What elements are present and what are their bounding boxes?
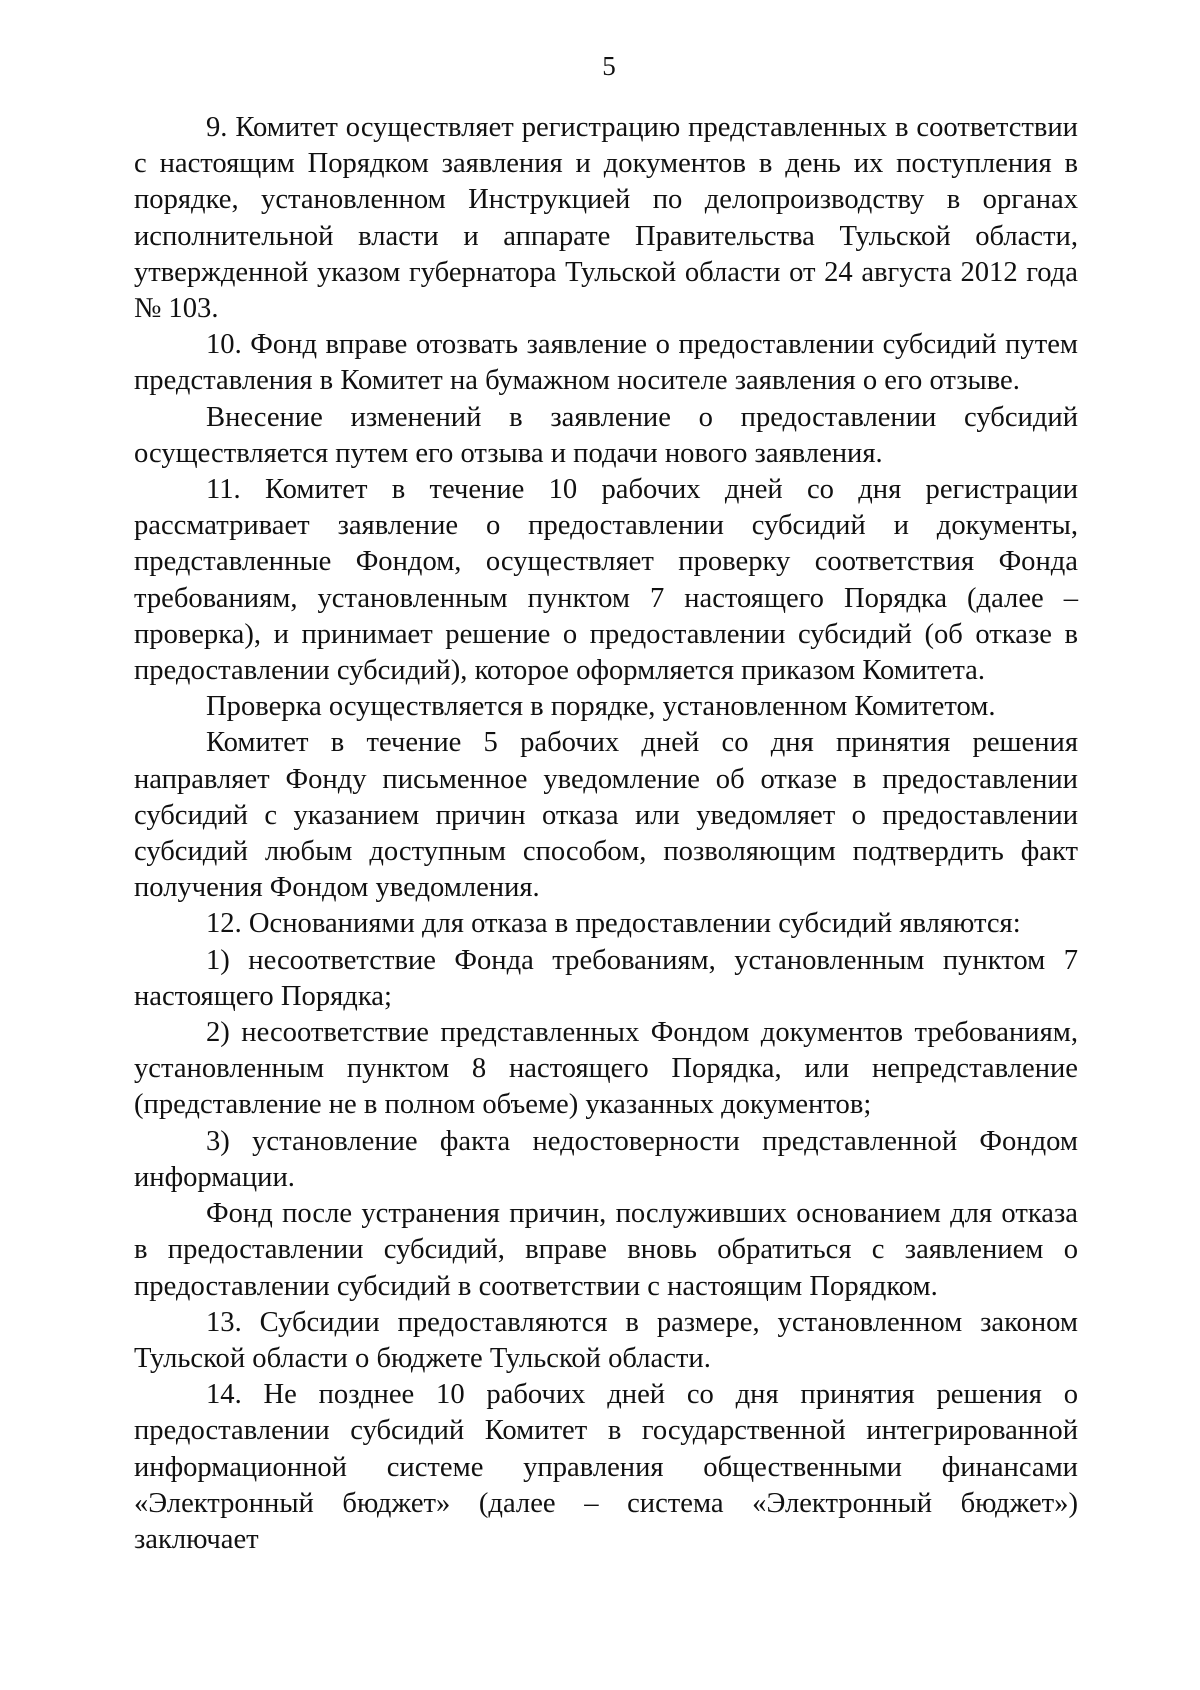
paragraph-10-changes: Внесение изменений в заявление о предоставлении субсидий осуществляется путем его отзыва и подачи нового заявления. bbox=[134, 401, 1078, 469]
paragraph-12: 12. Основаниями для отказа в предоставлении субсидий являются: bbox=[206, 908, 1021, 940]
paragraph-13: 13. Субсидии предоставляются в размере, установленном законом Тульской области о бюджете Тульской области. bbox=[134, 1306, 1078, 1374]
paragraph-12-item-1: 1) несоответствие Фонда требованиям, установленным пунктом 7 настоящего Порядка; bbox=[134, 944, 1078, 1012]
paragraph-10: 10. Фонд вправе отозвать заявление о предоставлении субсидий путем представления в Комитет на бумажном носителе заявления о его отзыве. bbox=[134, 329, 1078, 397]
paragraph-14: 14. Не позднее 10 рабочих дней со дня принятия решения о предоставлении субсидий Комитет в государственной интегрированной информационной системе управления общественными финансами «Электронный бюджет» (далее – система «Электронный бюджет») заключает bbox=[134, 1379, 1078, 1555]
paragraph-12-item-3: 3) установление факта недостоверности представленной Фондом информации. bbox=[134, 1125, 1078, 1193]
paragraph-11-check: Проверка осуществляется в порядке, установленном Комитетом. bbox=[206, 691, 996, 723]
page-number: 5 bbox=[602, 51, 616, 81]
paragraph-12-reapply: Фонд после устранения причин, послуживших основанием для отказа в предоставлении субсидий, вправе вновь обратиться с заявлением о предоставлении субсидий в соответствии с настоящим Порядком. bbox=[134, 1198, 1078, 1302]
document-body bbox=[134, 110, 1078, 1558]
paragraph-9: 9. Комитет осуществляет регистрацию представленных в соответствии с настоящим Порядком заявления и документов в день их поступления в порядке, установленном Инструкцией по делопроизводству в органах исполнительной власти и аппарате Правительства Тульской области, утвержденной указом губернатора Тульской области от 24 августа 2012 года № 103. bbox=[134, 112, 1078, 325]
paragraph-12-item-2: 2) несоответствие представленных Фондом документов требованиям, установленным пунктом 8 настоящего Порядка, или непредставление (представление не в полном объеме) указанных документов; bbox=[134, 1017, 1078, 1121]
paragraph-11-notice: Комитет в течение 5 рабочих дней со дня принятия решения направляет Фонду письменное уведомление об отказе в предоставлении субсидий с указанием причин отказа или уведомляет о предоставлении субсидий любым доступным способом, позволяющим подтвердить факт получения Фондом уведомления. bbox=[134, 727, 1078, 904]
paragraph-11: 11. Комитет в течение 10 рабочих дней со дня регистрации рассматривает заявление о предоставлении субсидий и документы, представленные Фондом, осуществляет проверку соответствия Фонда требованиям, установленным пунктом 7 настоящего Порядка (далее – проверка), и принимает решение о предоставлении субсидий (об отказе в предоставлении субсидий), которое оформляется приказом Комитета. bbox=[134, 474, 1078, 687]
